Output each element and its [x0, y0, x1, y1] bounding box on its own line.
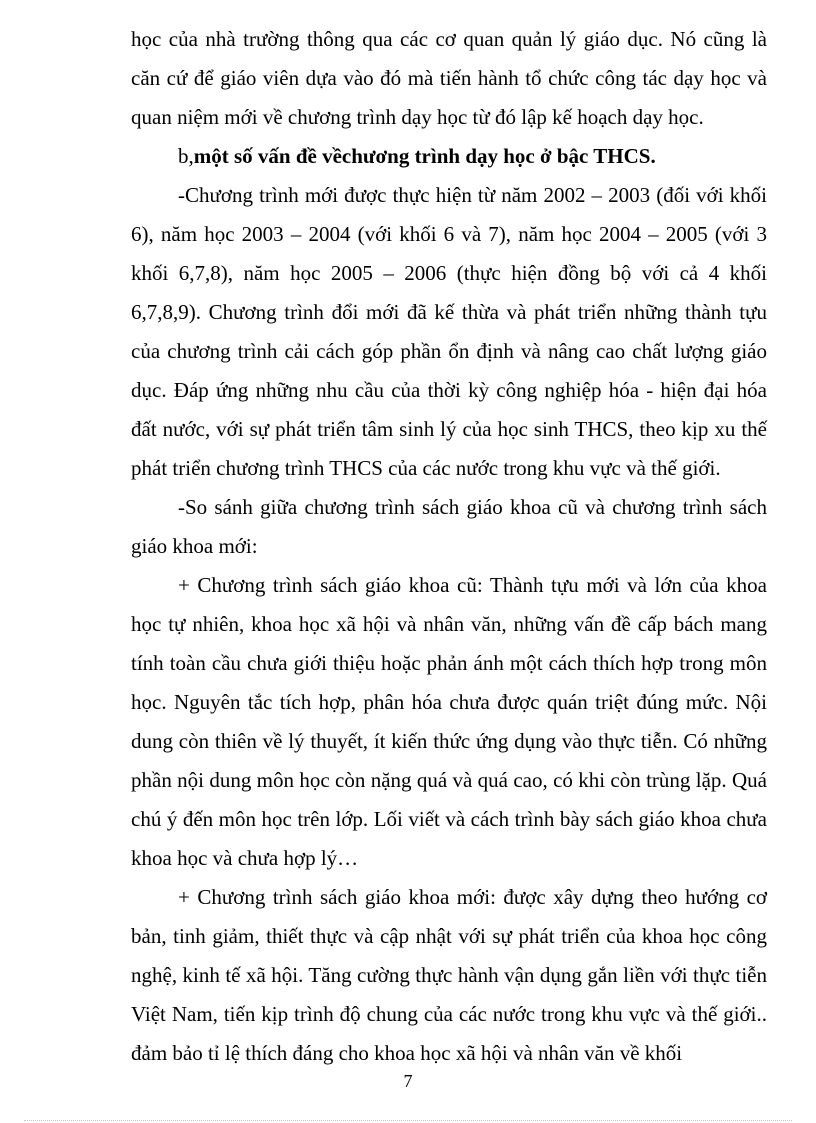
paragraph-intro: học của nhà trường thông qua các cơ quan quản lý giáo dục. Nó cũng là căn cứ để giáo viên dựa vào đó mà tiến hành tổ chức công tác dạy học và quan niệm mới về chương trình dạy học từ đó lập kế hoạch dạy học.	[131, 27, 767, 129]
page-number: 7	[403, 1071, 413, 1091]
document-page	[131, 20, 767, 1073]
section-heading-prefix: b,	[178, 144, 194, 168]
paragraph-comparison-intro: -So sánh giữa chương trình sách giáo khoa cũ và chương trình sách giáo khoa mới:	[131, 495, 767, 558]
section-heading-title: một số vấn đề vềchương trình dạy học ở bậc THCS.	[193, 144, 656, 168]
paragraph-new-textbook: + Chương trình sách giáo khoa mới: được xây dựng theo hướng cơ bản, tinh giảm, thiết thực và cập nhật với sự phát triển của khoa học công nghệ, kinh tế xã hội. Tăng cường thực hành vận dụng gắn liền với thực tiễn Việt Nam, tiến kịp trình độ chung của các nước trong khu vực và thế giới.. đảm bảo tỉ lệ thích đáng cho khoa học xã hội và nhân văn về khối	[131, 885, 767, 1065]
page-bottom-divider	[24, 1120, 792, 1121]
paragraph-program-timeline: -Chương trình mới được thực hiện từ năm 2002 – 2003 (đối với khối 6), năm học 2003 – 2004 (với khối 6 và 7), năm học 2004 – 2005 (với 3 khối 6,7,8), năm học 2005 – 2006 (thực hiện đồng bộ với cả 4 khối 6,7,8,9). Chương trình đổi mới đã kế thừa và phát triển những thành tựu của chương trình cải cách góp phần ổn định và nâng cao chất lượng giáo dục. Đáp ứng những nhu cầu của thời kỳ công nghiệp hóa - hiện đại hóa đất nước, với sự phát triển tâm sinh lý của học sinh THCS, theo kịp xu thế phát triển chương trình THCS của các nước trong khu vực và thế giới.	[131, 183, 767, 480]
paragraph-old-textbook: + Chương trình sách giáo khoa cũ: Thành tựu mới và lớn của khoa học tự nhiên, khoa học xã hội và nhân văn, những vấn đề cấp bách mang tính toàn cầu chưa giới thiệu hoặc phản ánh một cách thích hợp trong môn học. Nguyên tắc tích hợp, phân hóa chưa được quán triệt đúng mức. Nội dung còn thiên về lý thuyết, ít kiến thức ứng dụng vào thực tiễn. Có những phần nội dung môn học còn nặng quá và quá cao, có khi còn trùng lặp. Quá chú ý đến môn học trên lớp. Lối viết và cách trình bày sách giáo khoa chưa khoa học và chưa hợp lý…	[131, 573, 767, 870]
section-heading	[131, 137, 767, 176]
